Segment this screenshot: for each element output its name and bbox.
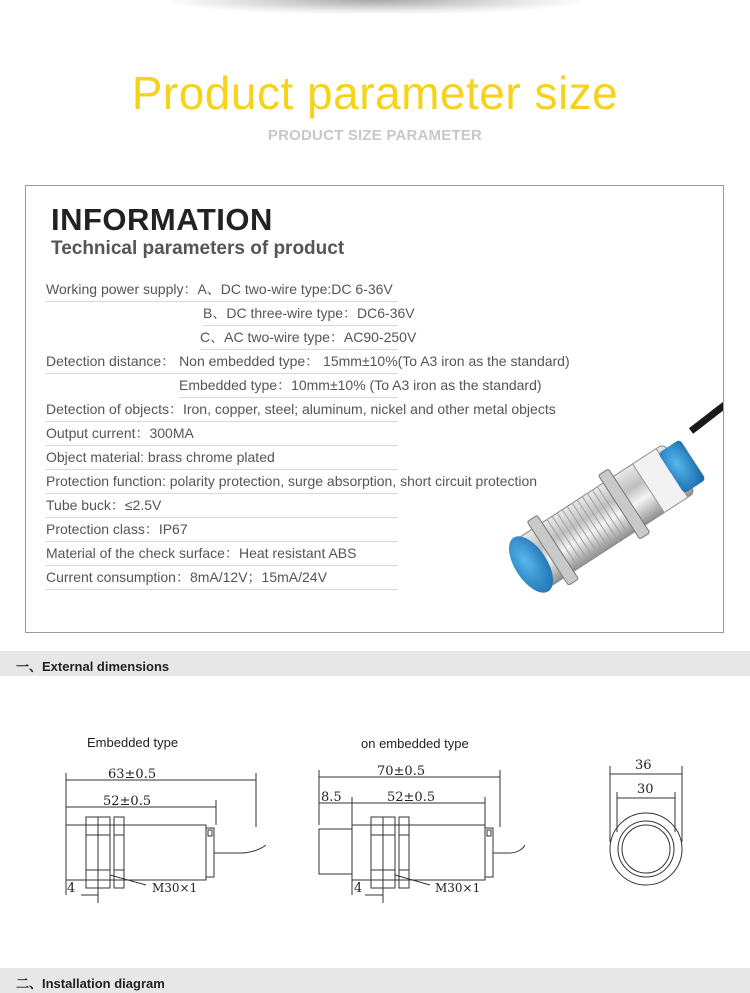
param-row: Protection function: polarity protection, surge absorption, short circuit protection <box>46 470 398 494</box>
front-view-drawing <box>595 752 705 902</box>
page-subtitle: PRODUCT SIZE PARAMETER <box>267 127 483 144</box>
param-row: C、AC two-wire type：AC90-250V <box>200 326 398 350</box>
param-row: Current consumption：8mA/12V；15mA/24V <box>46 566 398 590</box>
param-row: B、DC three-wire type：DC6-36V <box>203 302 398 326</box>
non-embedded-type-title: on embedded type <box>361 736 469 751</box>
non-embedded-type-drawing <box>285 755 525 915</box>
param-row: Embedded type：10mm±10% (To A3 iron as the standard) <box>179 374 398 398</box>
non-embedded-head-length: 8.5 <box>321 790 342 805</box>
param-row: Working power supply：A、DC two-wire type:DC 6-36V <box>46 278 398 302</box>
param-row: Output current：300MA <box>46 422 398 446</box>
page-title: Product parameter size <box>131 67 619 119</box>
embedded-type-title: Embedded type <box>87 735 179 750</box>
param-row: Object material: brass chrome plated <box>46 446 398 470</box>
non-embedded-body-length: 52±0.5 <box>387 790 436 805</box>
param-row: Material of the check surface：Heat resistant ABS <box>46 542 398 566</box>
front-inner-diameter: 30 <box>637 782 654 797</box>
embedded-nut-dim: 4 <box>67 881 76 896</box>
embedded-thread: M30×1 <box>152 881 198 895</box>
decorative-faint-line <box>0 146 750 152</box>
section-label-installation-diagram: 二、Installation diagram <box>16 976 165 991</box>
section-label-external-dimensions: 一、External dimensions <box>16 659 170 674</box>
param-row: Detection of objects：Iron, copper, steel; aluminum, nickel and other metal objects <box>46 398 398 422</box>
non-embedded-nut-dim: 4 <box>354 881 363 896</box>
top-shadow <box>170 0 580 14</box>
non-embedded-overall-length: 70±0.5 <box>377 764 426 779</box>
section-bar-external-dimensions <box>0 651 750 676</box>
param-row: Tube buck：≤2.5V <box>46 494 398 518</box>
param-row: Detection distance： Non embedded type： 15mm±10%(To A3 iron as the standard) <box>46 350 398 374</box>
embedded-overall-length: 63±0.5 <box>108 767 157 782</box>
information-subheading: Technical parameters of product <box>51 238 345 259</box>
param-row: Protection class：IP67 <box>46 518 398 542</box>
embedded-body-length: 52±0.5 <box>103 794 152 809</box>
front-outer-diameter: 36 <box>635 758 652 773</box>
embedded-type-drawing <box>36 755 266 915</box>
non-embedded-thread: M30×1 <box>435 881 481 895</box>
section-bar-installation-diagram <box>0 968 750 993</box>
information-heading: INFORMATION <box>51 202 273 237</box>
sensor-product-image <box>476 391 724 631</box>
information-panel <box>25 185 724 633</box>
